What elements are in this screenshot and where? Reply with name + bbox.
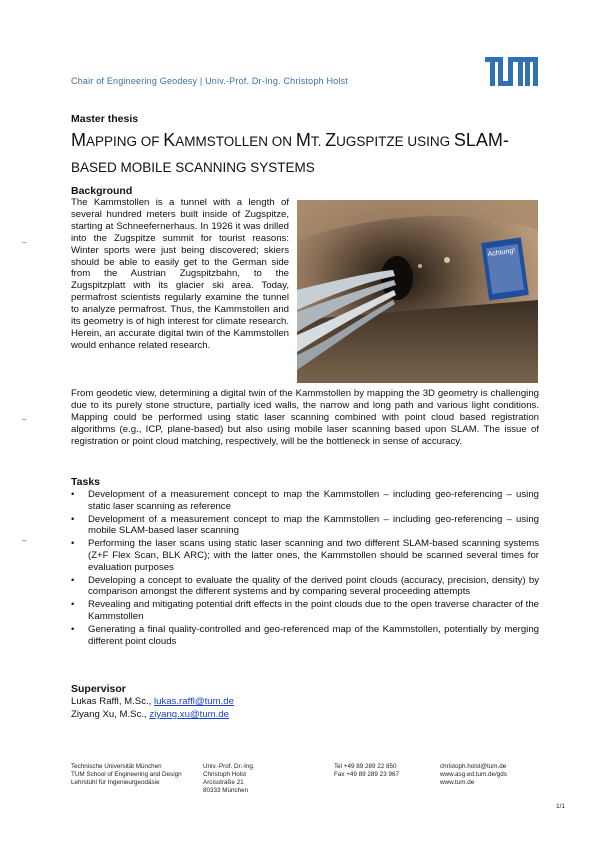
supervisor-1 xyxy=(71,696,234,708)
background-paragraph-1: The Kammstollen is a tunnel with a length of several hundred meters built inside of Zugspitze, starting at Schneefernerhaus. In 1926 it was drilled into the Zugspitze summit for tourist reasons: Winter sports were just being discovered; skiers should be able to easily get to the German side from the Austrian Zugspitzbahn, to the Zugspitzplatt with its glacier ski area. Today, permafrost scientists regularly examine the tunnel to analyze permafrost. Thus, the Kammstollen and its geometry is of high interest for climate research. Herein, an accurate digital twin of the Kammstollen would enhance related research. xyxy=(71,197,289,351)
page-number: 1/1 xyxy=(556,803,566,810)
task-item: • Developing a concept to evaluate the quality of the derived point clouds (accuracy, precision, density) by comparison amongst the different systems and by comparing several proceeding attempts xyxy=(71,575,539,599)
tum-logo xyxy=(485,57,538,86)
supervisor-2-name: Ziyang Xu, M.Sc., xyxy=(71,709,150,720)
background-paragraph-2: From geodetic view, determining a digital twin of the Kammstollen by mapping the 3D geometry is challenging due to its purely stone structure, partially iced walls, the narrow and long path and various light conditions. Mapping could be performed using static laser scanning combined with point cloud based registration algorithms (e.g., ICP, plane-based) but also using mobile laser scanning based upon SLAM. The issue of registration or point cloud matching, respectively, will be the bottleneck in sense of accuracy. xyxy=(71,388,539,447)
footer-address: Univ.-Prof. Dr.-Ing. Christoph Holst Arcisstraße 21 80333 München xyxy=(203,763,255,794)
footer-contact: christoph.holst@tum.de www.asg.ed.tum.de/gds www.tum.de xyxy=(440,763,507,786)
document-type: Master thesis xyxy=(71,113,139,125)
tunnel-photo xyxy=(297,200,538,383)
fold-mark: – xyxy=(22,238,27,247)
fold-mark: – xyxy=(22,536,27,545)
task-item: • Development of a measurement concept to map the Kammstollen – including geo-referencing – using static laser scanning as reference xyxy=(71,489,539,513)
fold-mark: – xyxy=(22,415,27,424)
supervisor-2-email-link[interactable]: ziyang.xu@tum.de xyxy=(149,709,229,720)
tasks-heading: Tasks xyxy=(71,476,100,488)
task-item: • Performing the laser scans using static laser scanning and two different SLAM-based scanning systems (Z+F Flex Scan, BLK ARC); with the latter ones, the Kammstollen should be scanned several times for evaluation purposes xyxy=(71,538,539,573)
task-item: • Generating a final quality-controlled and geo-referenced map of the Kammstollen, potentially by merging different point clouds xyxy=(71,624,539,648)
supervisor-2 xyxy=(71,709,229,721)
task-item: • Revealing and mitigating potential drift effects in the point clouds due to the open traverse character of the Kammstollen xyxy=(71,599,539,623)
task-item: • Development of a measurement concept to map the Kammstollen – including geo-referencing – using mobile SLAM-based laser scanning xyxy=(71,514,539,538)
sign-text: Achtung! xyxy=(487,247,516,259)
supervisor-1-name: Lukas Raffl, M.Sc., xyxy=(71,696,154,707)
background-heading: Background xyxy=(71,185,133,197)
supervisor-1-email-link[interactable]: lukas.raffl@tum.de xyxy=(154,696,234,707)
chair-line: Chair of Engineering Geodesy | Univ.-Prof. Dr-Ing. Christoph Holst xyxy=(71,76,348,86)
thesis-title: MAPPING OF KAMMSTOLLEN ON MT. ZUGSPITZE USING SLAM- BASED MOBILE SCANNING SYSTEMS xyxy=(71,130,509,175)
footer-institution: Technische Universität München TUM School of Engineering and Design Lehrstuhl für Ingenieurgeodäsie xyxy=(71,763,182,786)
supervisor-heading: Supervisor xyxy=(71,683,126,695)
tasks-list xyxy=(71,489,539,648)
footer-phone: Tel +49 89 289 22 850 Fax +49 89 289 23 967 xyxy=(334,763,399,778)
